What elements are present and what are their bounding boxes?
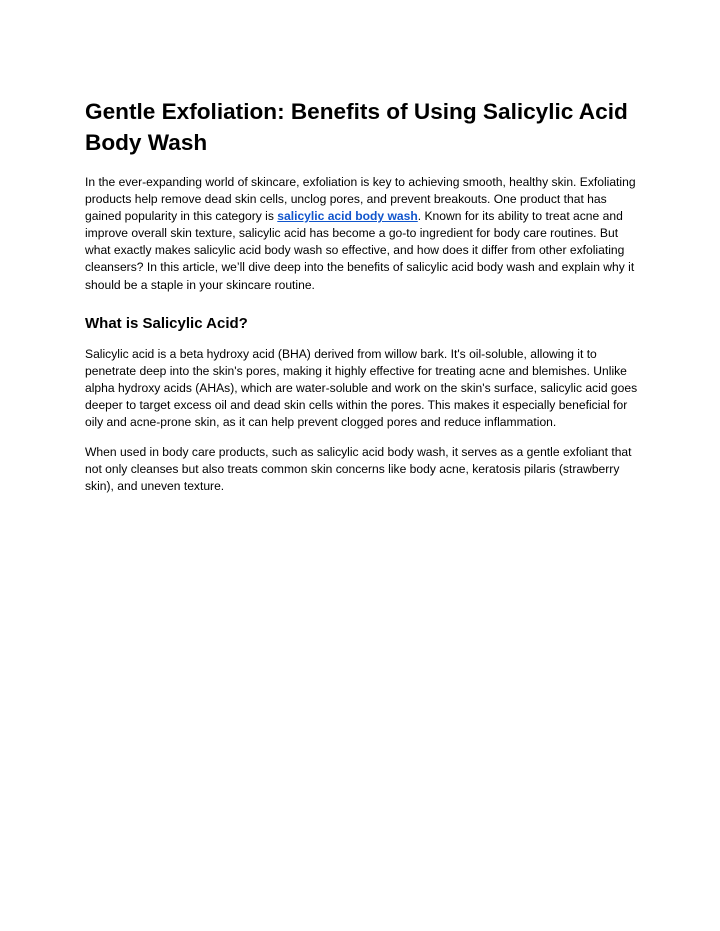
intro-text-after-link: . Known for its ability to treat acne and improve overall skin texture, salicylic acid has become a go-to ingredient for body care routines. But what exactly makes salicylic acid body wash so effective, and how does it differ from other exfoliating cleansers? In this article, we’ll dive deep into the benefits of salicylic acid body wash and explain why it should be a staple in your skincare routine. <box>85 209 635 292</box>
section-paragraph: When used in body care products, such as salicylic acid body wash, it serves as a gentle exfoliant that not only cleanses but also treats common skin concerns like body acne, keratosis pilaris (strawberry skin), and uneven texture. <box>85 445 632 494</box>
intro-text-before-link: In the ever-expanding world of skincare, exfoliation is key to achieving smooth, healthy skin. Exfoliating products help remove dead skin cells, unclog pores, and prevent breakouts. One product that has gained popularity in this category is <box>85 175 636 224</box>
salicylic-acid-body-wash-link[interactable]: salicylic acid body wash <box>277 209 418 224</box>
article-body <box>85 96 641 495</box>
section-heading: What is Salicylic Acid? <box>85 314 248 332</box>
section-paragraph: Salicylic acid is a beta hydroxy acid (BHA) derived from willow bark. It's oil-soluble, allowing it to penetrate deep into the skin's pores, making it highly effective for treating acne and blemishes. Unlike alpha hydroxy acids (AHAs), which are water-soluble and work on the skin's surface, salicylic acid goes deeper to target excess oil and dead skin cells within the pores. This makes it especially beneficial for oily and acne-prone skin, as it can help prevent clogged pores and reduce inflammation. <box>85 346 638 430</box>
article-title: Gentle Exfoliation: Benefits of Using Salicylic Acid Body Wash <box>85 99 628 155</box>
intro-paragraph <box>85 174 641 294</box>
